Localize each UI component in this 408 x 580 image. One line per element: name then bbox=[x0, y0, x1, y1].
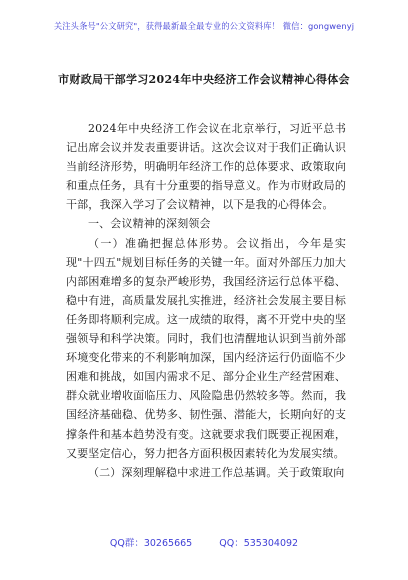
header-note: 关注头条号"公文研究"，获得最新最全最专业的公文资料库！ 微信：gongwenyj bbox=[53, 21, 355, 31]
paragraph-keynote: （二）深刻理解稳中求进工作总基调。关于政策取向 bbox=[88, 465, 345, 479]
footer-qq-group: QQ群：30265665 bbox=[109, 538, 193, 549]
document-body bbox=[66, 119, 346, 482]
document-title: 市财政局干部学习2024年中央经济工作会议精神心得体会 bbox=[58, 73, 350, 86]
paragraph-situation: （一）准确把握总体形势。会议指出，今年是实现"十四五"规划目标任务的关键一年。面对外部压力加大内部困难增多的复杂严峻形势，我国经济运行总体平稳、稳中有进，高质量发展扎实推进，经济社会发展主要目标任务即将顺利完成。这一成绩的取得，离不开党中央的坚强领导和科学决策。同时，我们也清醒地认识到当前外部环境变化带来的不利影响加深，国内经济运行仍面临不少困难和挑战，如国内需求不足、部分企业生产经营困难、群众就业增收面临压力、风险隐患仍然较多等。然而，我国经济基础稳、优势多、韧性强、潜能大，长期向好的支撑条件和基本趋势没有变。这就要求我们既要正视困难，又要坚定信心，努力把各方面积极因素转化为发展实绩。 bbox=[66, 236, 346, 460]
footer-contacts bbox=[0, 535, 408, 549]
paragraph-intro: 2024年中央经济工作会议在北京举行，习近平总书记出席会议并发表重要讲话。这次会议对于我们正确认识当前经济形势，明确明年经济工作的总体要求、政策取向和重点任务，具有十分重要的指导意义。作为市财政局的干部，我深入学习了会议精神，以下是我的心得体会。 bbox=[66, 122, 346, 212]
footer-qq: QQ：535304092 bbox=[219, 538, 299, 549]
section-heading: 一、会议精神的深刻领会 bbox=[88, 217, 211, 231]
